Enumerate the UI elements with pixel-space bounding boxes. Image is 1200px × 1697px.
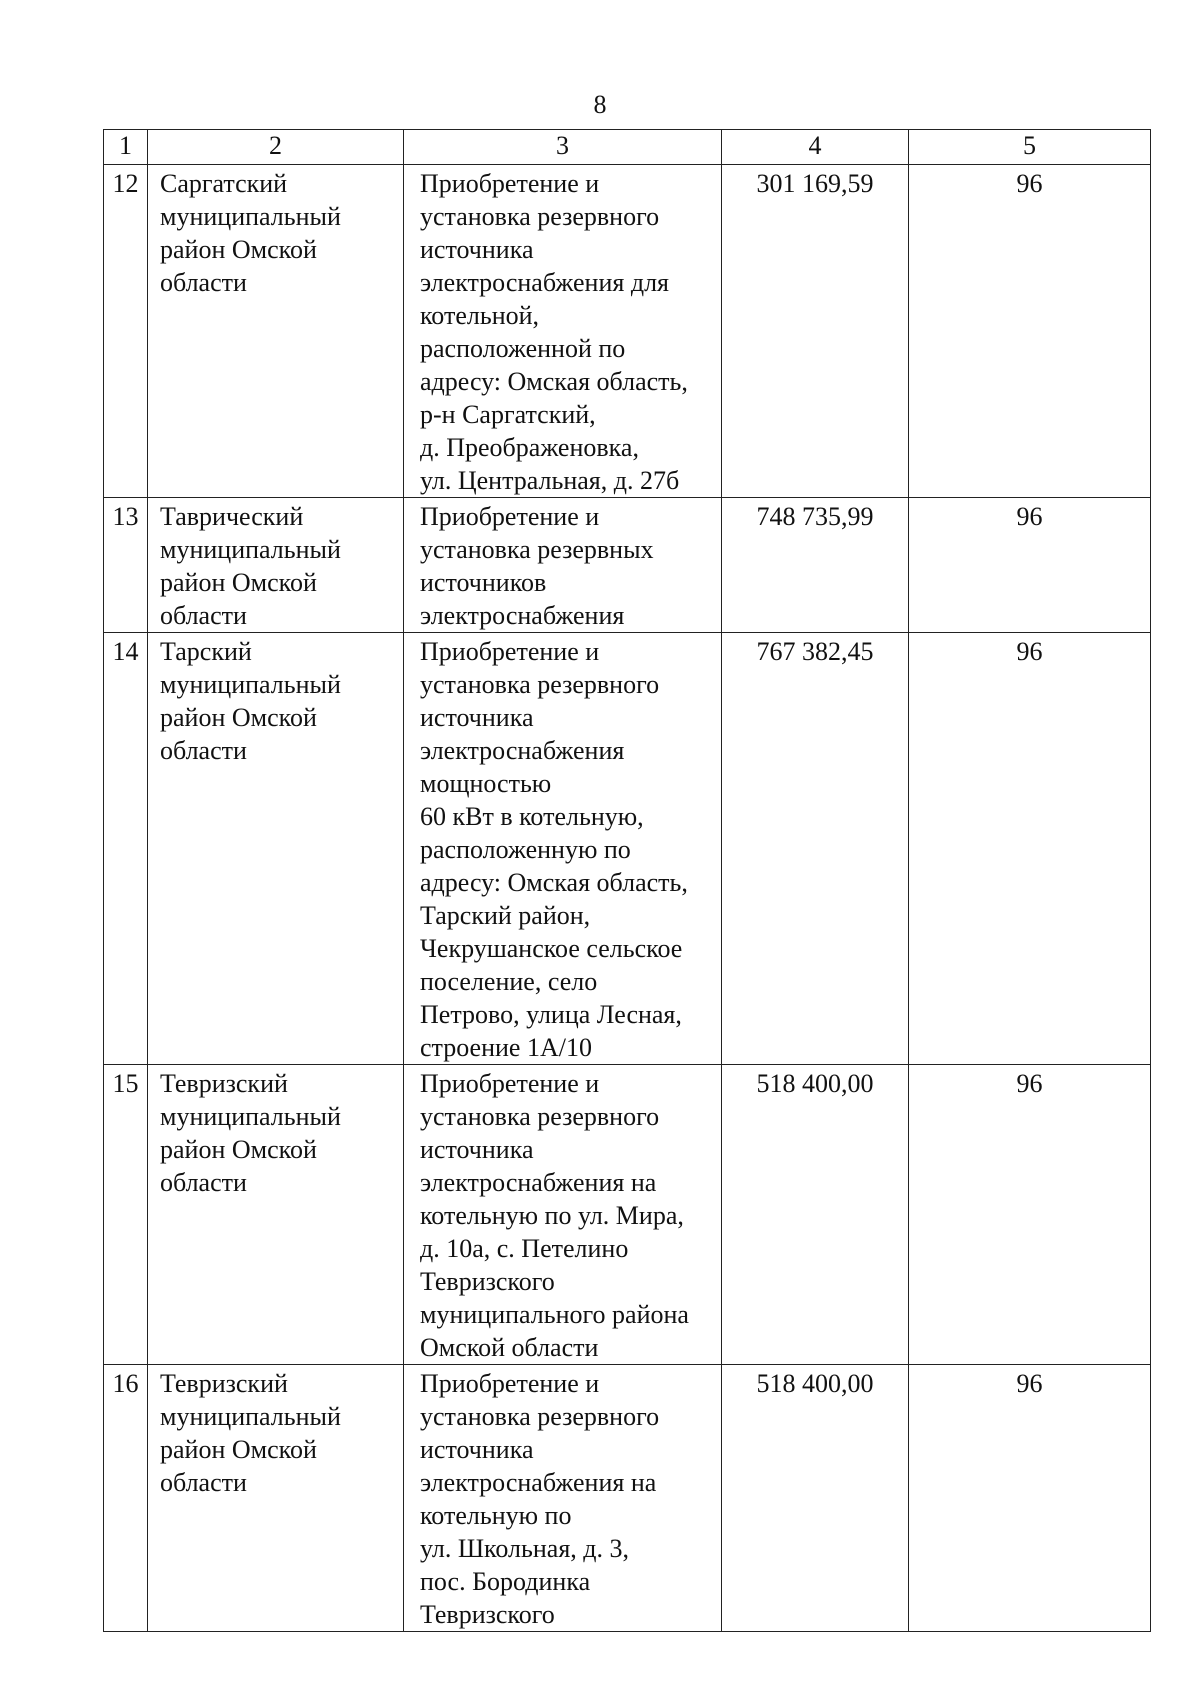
column-header-3: 3: [404, 130, 722, 165]
column-header-5: 5: [909, 130, 1151, 165]
district-cell: Тевризский муниципальный район Омской области: [148, 1365, 404, 1632]
table-row: [104, 1065, 1151, 1365]
description-cell: Приобретение и установка резервного источника электроснабжения для котельной, расположенной по адресу: Омская область, р-н Саргатский, д. Преображеновка, ул. Центральная, д. 27б: [404, 165, 722, 498]
description-cell: Приобретение и установка резервных источников электроснабжения: [404, 498, 722, 633]
value-cell: 96: [909, 498, 1151, 633]
value-cell: 96: [909, 633, 1151, 1065]
table-row: [104, 1365, 1151, 1632]
amount-cell: 748 735,99: [722, 498, 909, 633]
column-header-4: 4: [722, 130, 909, 165]
column-header-1: 1: [104, 130, 148, 165]
row-number: 13: [104, 498, 148, 633]
table-header-row: [104, 130, 1151, 165]
row-number: 16: [104, 1365, 148, 1632]
page-number: 8: [593, 90, 607, 119]
description-cell: Приобретение и установка резервного источника электроснабжения на котельную по ул. Школьная, д. 3, пос. Бородинка Тевризского: [404, 1365, 722, 1632]
district-cell: Тарский муниципальный район Омской области: [148, 633, 404, 1065]
amount-cell: 518 400,00: [722, 1065, 909, 1365]
table-row: [104, 165, 1151, 498]
description-cell: Приобретение и установка резервного источника электроснабжения на котельную по ул. Мира, д. 10а, с. Петелино Тевризского муниципального района Омской области: [404, 1065, 722, 1365]
district-cell: Таврический муниципальный район Омской области: [148, 498, 404, 633]
table-row: [104, 633, 1151, 1065]
value-cell: 96: [909, 1365, 1151, 1632]
amount-cell: 301 169,59: [722, 165, 909, 498]
row-number: 14: [104, 633, 148, 1065]
amount-cell: 767 382,45: [722, 633, 909, 1065]
district-cell: Саргатский муниципальный район Омской области: [148, 165, 404, 498]
amount-cell: 518 400,00: [722, 1365, 909, 1632]
value-cell: 96: [909, 1065, 1151, 1365]
row-number: 12: [104, 165, 148, 498]
value-cell: 96: [909, 165, 1151, 498]
data-table: [103, 129, 1151, 1632]
table-row: [104, 498, 1151, 633]
column-header-2: 2: [148, 130, 404, 165]
row-number: 15: [104, 1065, 148, 1365]
district-cell: Тевризский муниципальный район Омской области: [148, 1065, 404, 1365]
description-cell: Приобретение и установка резервного источника электроснабжения мощностью 60 кВт в котельную, расположенную по адресу: Омская область, Тарский район, Чекрушанское сельское поселение, село Петрово, улица Лесная, строение 1А/10: [404, 633, 722, 1065]
